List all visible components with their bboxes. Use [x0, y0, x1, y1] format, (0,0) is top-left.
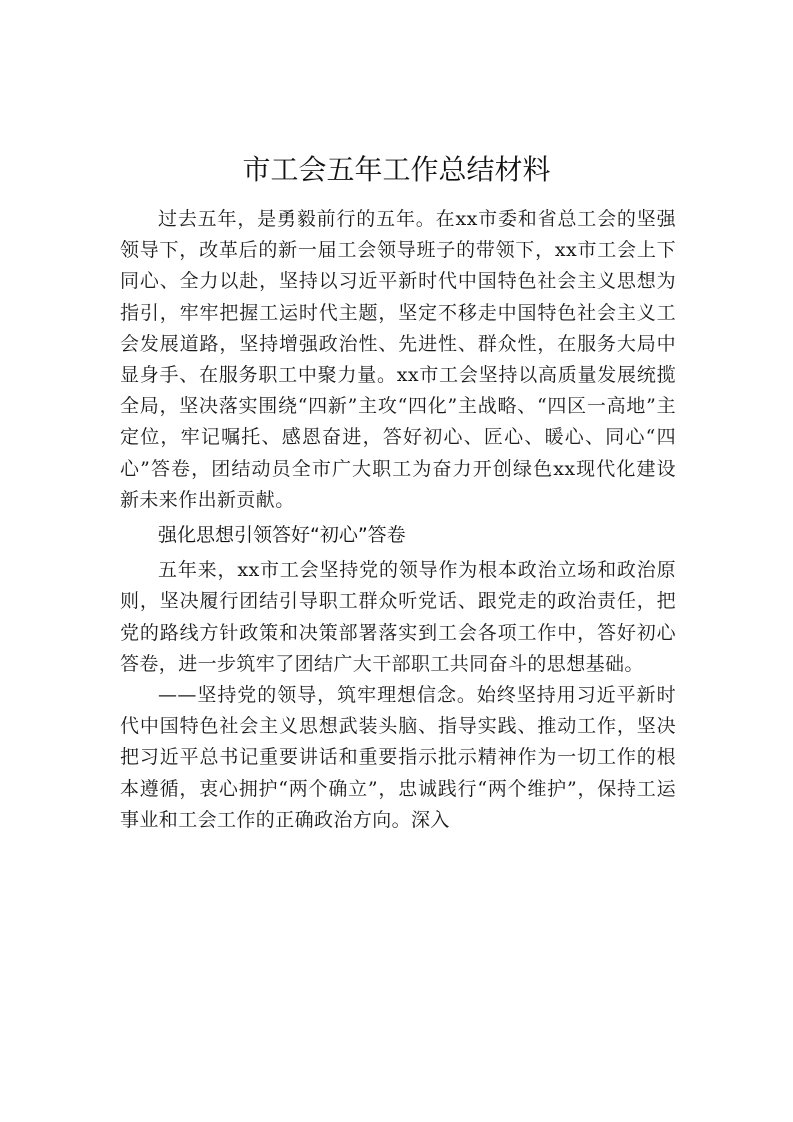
paragraph-party-leadership: ——坚持党的领导，筑牢理想信念。始终坚持用习近平新时代中国特色社会主义思想武装头脑、指导实践、推动工作，坚决把习近平总书记重要讲话和重要指示批示精神作为一切工作的根本遵循，衷心拥护“两个确立”，忠诚践行“两个维护”，保持工运事业和工会工作的正确政治方向。深入 [120, 684, 676, 831]
section-heading: 强化思想引领答好“初心”答卷 [158, 524, 406, 547]
document-body [120, 204, 676, 836]
paragraph-intro: 过去五年，是勇毅前行的五年。在xx市委和省总工会的坚强领导下，改革后的新一届工会领导班子的带领下，xx市工会上下同心、全力以赴，坚持以习近平新时代中国特色社会主义思想为指引，牢牢把握工运时代主题，坚定不移走中国特色社会主义工会发展道路，坚持增强政治性、先进性、群众性，在服务大局中显身手、在服务职工中聚力量。xx市工会坚持以高质量发展统揽全局，坚决落实围绕“四新”主攻“四化”主战略、“四区一高地”主定位，牢记嘱托、感恩奋进，答好初心、匠心、暖心、同心“四心”答卷，团结动员全市广大职工为奋力开创绿色xx现代化建设新未来作出新贡献。 [120, 208, 676, 511]
paragraph-section-intro: 五年来，xx市工会坚持党的领导作为根本政治立场和政治原则，坚决履行团结引导职工群众听党话、跟党走的政治责任，把党的路线方针政策和决策部署落实到工会各项工作中，答好初心答卷，进一步筑牢了团结广大干部职工共同奋斗的思想基础。 [120, 559, 676, 675]
document-title: 市工会五年工作总结材料 [242, 153, 551, 186]
